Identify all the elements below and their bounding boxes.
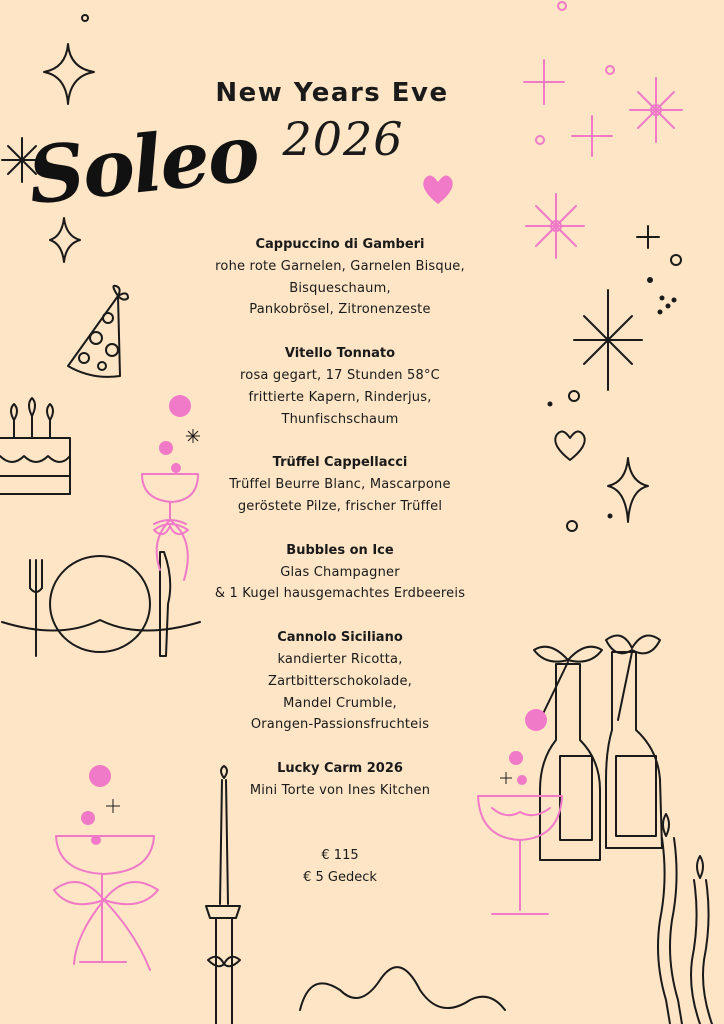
plus-icon xyxy=(637,226,659,248)
course-name: Lucky Carm 2026 xyxy=(277,761,403,777)
course xyxy=(170,540,510,605)
course-description-line: Mini Torte von Ines Kitchen xyxy=(249,782,431,798)
birthday-cake-icon xyxy=(0,398,70,494)
course-description-line: Mandel Crumble, xyxy=(283,695,397,711)
course-description-line: & 1 Kugel hausgemachtes Erdbeereis xyxy=(214,586,466,602)
restaurant-logo: Soleo xyxy=(23,107,262,223)
event-year: 2026 xyxy=(282,112,404,166)
course-name: Bubbles on Ice xyxy=(286,542,394,558)
course-description-line: Pankobrösel, Zitronenzeste xyxy=(249,302,431,318)
course-description-line: Bisqueschaum, xyxy=(289,280,391,296)
cover-charge: € 5 Gedeck xyxy=(303,870,377,885)
course-name: Vitello Tonnato xyxy=(284,346,396,362)
course xyxy=(170,627,510,736)
course-name: Cappuccino di Gamberi xyxy=(255,237,425,252)
party-hat-icon xyxy=(68,286,128,377)
pink-sparkle-icon xyxy=(524,60,564,104)
course xyxy=(170,234,510,321)
pink-sparkle-icon xyxy=(572,116,612,156)
pink-starburst-icon xyxy=(526,194,584,258)
course-description-line: rosa gegart, 17 Stunden 58°C xyxy=(240,367,440,383)
course-name: Trüffel Cappellacci xyxy=(272,455,408,471)
pink-starburst-icon xyxy=(630,78,682,142)
course-description-line: Thunfischschaum xyxy=(281,411,399,427)
starburst-icon xyxy=(574,290,642,390)
course-description-line: Zartbitterschokolade, xyxy=(267,673,412,689)
dot-icon xyxy=(82,15,88,21)
candle-icon xyxy=(658,814,712,1024)
course-description-line: Glas Champagner xyxy=(280,564,400,580)
price-block xyxy=(240,845,440,889)
course xyxy=(170,452,510,517)
heart-icon xyxy=(423,175,452,204)
ribbon-icon xyxy=(300,967,505,1010)
champagne-coupe-icon xyxy=(54,836,158,970)
course xyxy=(170,758,510,802)
course-name: Cannolo Siciliano xyxy=(277,630,403,646)
course-description-line: Trüffel Beurre Blanc, Mascarpone xyxy=(229,477,451,493)
sparkle-icon xyxy=(44,44,94,104)
course xyxy=(170,343,510,430)
menu-price: € 115 xyxy=(321,848,359,863)
course-description-line: geröstete Pilze, frischer Trüffel xyxy=(237,498,443,514)
event-title: New Years Eve xyxy=(215,78,449,108)
course-description-line: kandierter Ricotta, xyxy=(277,651,403,667)
heart-outline-icon xyxy=(555,431,584,460)
course-description-line: Orangen-Passionsfruchteis xyxy=(250,717,430,733)
course-description-line: frittierte Kapern, Rinderjus, xyxy=(248,389,432,405)
sparkle-icon xyxy=(50,218,80,262)
course-description-line: rohe rote Garnelen, Garnelen Bisque, xyxy=(215,258,465,274)
sparkle-icon xyxy=(608,458,648,522)
champagne-bottles-icon xyxy=(534,636,662,861)
menu-list xyxy=(170,234,510,824)
